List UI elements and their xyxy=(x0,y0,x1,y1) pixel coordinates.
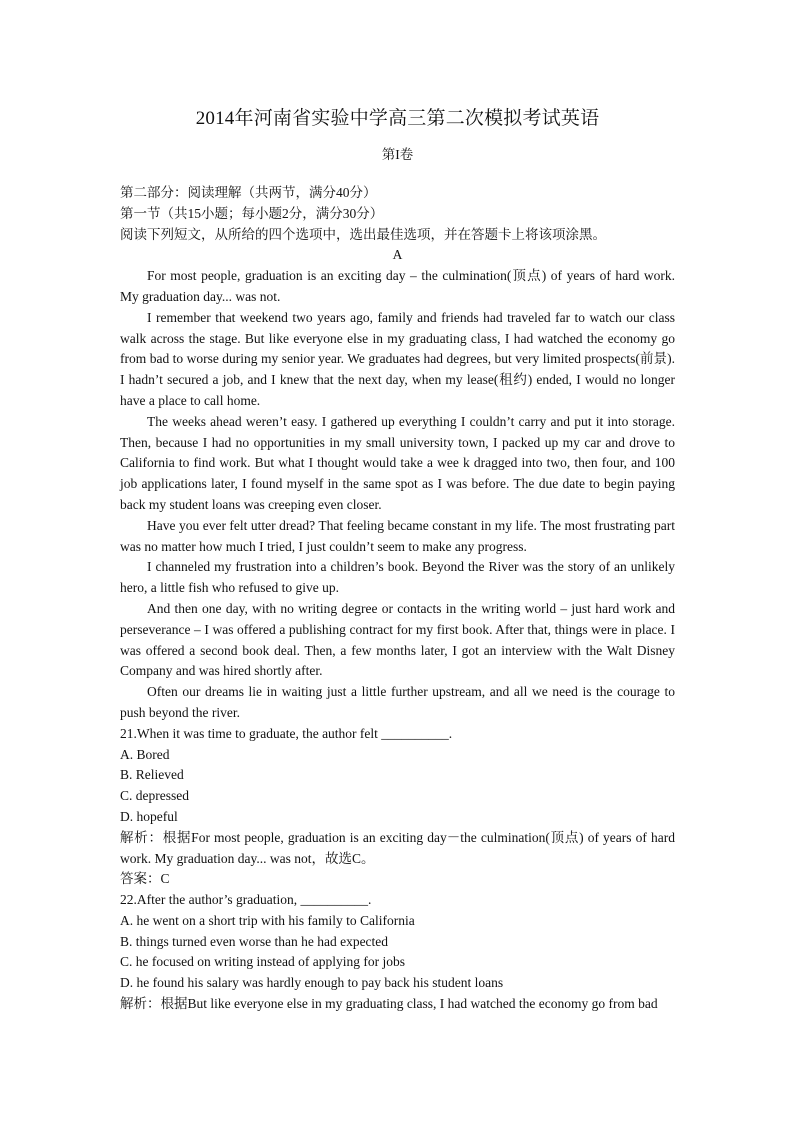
passage-paragraph: For most people, graduation is an exciting day – the culmination(顶点) of years of hard work. My graduation day... was not. xyxy=(120,268,675,304)
subsection-heading: 第一节（共15小题；每小题2分，满分30分） xyxy=(120,205,384,221)
question-stem-21: 21.When it was time to graduate, the author felt __________. xyxy=(120,725,453,741)
section-heading: 第二部分：阅读理解（共两节，满分40分） xyxy=(120,185,377,200)
passage-paragraph: I channeled my frustration into a children’s book. Beyond the River was the story of an unlikely hero, a little fish who refused to give up. xyxy=(120,559,675,596)
volume-label: 第I卷 xyxy=(381,147,414,162)
exam-page xyxy=(120,103,675,1015)
option-d: D. he found his salary was hardly enough to pay back his student loans xyxy=(120,975,504,991)
passage-paragraph: The weeks ahead weren’t easy. I gathered up everything I couldn’t carry and put it into storage. Then, because I had no opportunities in my small university town, I packed up my car and drove to California to find work. But what I thought would take a wee k dragged into two, then four, and 100 job applications later, I found myself in the same spot as I was before. The due date to begin paying back my student loans was creeping even closer. xyxy=(120,413,675,512)
passage-paragraph: I remember that weekend two years ago, family and friends had traveled far to watch our class walk across the stage. But like everyone else in my graduating class, I had watched the economy go from bad to worse during my senior year. We graduates had degrees, but very limited prospects(前景). I hadn’t secured a job, and I knew that the next day, when my lease(租约) ended, I would no longer have a place to call home. xyxy=(120,309,675,408)
option-c: C. depressed xyxy=(120,788,189,804)
reading-instructions: 阅读下列短文，从所给的四个选项中，选出最佳选项，并在答题卡上将该项涂黑。 xyxy=(120,226,606,242)
option-a: A. Bored xyxy=(120,746,170,762)
question-stem-22: 22.After the author’s graduation, __________. xyxy=(120,892,372,908)
option-d: D. hopeful xyxy=(120,808,178,824)
option-c: C. he focused on writing instead of applying for jobs xyxy=(120,954,405,970)
answer-21: 答案：C xyxy=(120,871,170,887)
option-a: A. he went on a short trip with his family to California xyxy=(120,912,415,928)
option-b: B. Relieved xyxy=(120,767,184,783)
passage-paragraph: Often our dreams lie in waiting just a little further upstream, and all we need is the courage to push beyond the river. xyxy=(120,684,675,720)
page-title: 2014年河南省实验中学高三第二次模拟考试英语 xyxy=(195,108,600,129)
passage-paragraph: Have you ever felt utter dread? That feeling became constant in my life. The most frustrating part was no matter how much I tried, I just couldn’t seem to make any progress. xyxy=(120,517,675,554)
passage-paragraph: And then one day, with no writing degree or contacts in the writing world – just hard work and perseverance – I was offered a publishing contract for my first book. After that, things were in place. I was offered a second book deal. Then, a few months later, I got an interview with the Walt Disney Company and was hired shortly after. xyxy=(120,600,675,679)
analysis-21: 解析：根据For most people, graduation is an exciting day－the culmination(顶点) of years of hard work. My graduation day... was not，故选C。 xyxy=(120,829,675,866)
passage-label: A xyxy=(392,247,403,263)
option-b: B. things turned even worse than he had expected xyxy=(120,933,389,949)
analysis-22: 解析：根据But like everyone else in my graduating class, I had watched the economy go from bad xyxy=(120,996,658,1012)
